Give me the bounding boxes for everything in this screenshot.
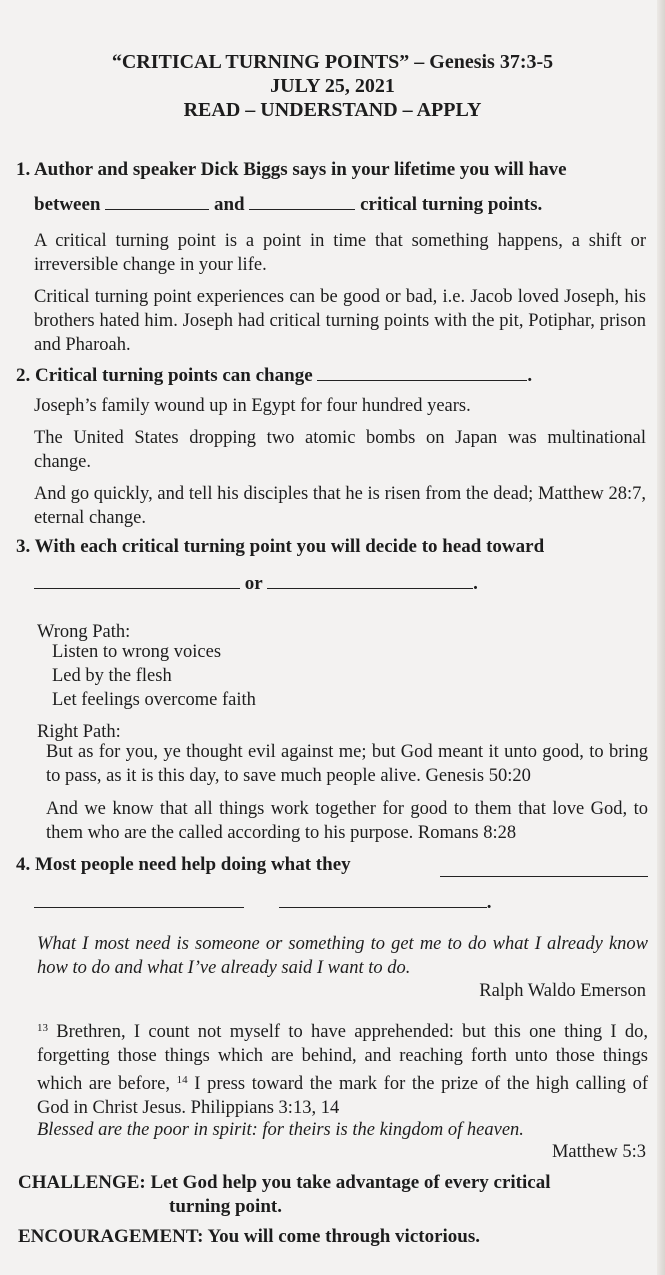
point2-heading-line [16,364,532,388]
point1-heading: 1. Author and speaker Dick Biggs says in your lifetime you will have [16,159,567,180]
wrong-path-label: Wrong Path: [37,622,131,642]
point4-heading: 4. Most people need help doing what they [16,854,351,875]
point1-and: and [213,194,245,215]
point2-para1: Joseph’s family wound up in Egypt for four hundred years. [34,396,471,416]
point3-heading: 3. With each critical turning point you will decide to head toward [16,536,545,557]
challenge-text-cont: turning point. [169,1196,282,1217]
challenge-label: CHALLENGE: [18,1172,146,1193]
philippians-verse: $^{13}$ Brethren, I count not myself to have apprehended: but this one thing I do, forgetting those things which are behind, and reaching forth unto those things which are before, $^{14}$ I press toward the mark for the prize of the high calling of God in Christ Jesus. Philippians 3:13, 14 [37,1022,648,1118]
point3-fill-line [34,572,478,596]
challenge-line [18,1171,551,1195]
sermon-date: JULY 25, 2021 [270,75,395,97]
point1-tail: critical turning points. [360,194,543,215]
point4-fill-line [34,891,492,915]
point4-blank-1[interactable] [440,876,648,877]
encouragement-label: ENCOURAGEMENT: [18,1226,204,1247]
wrong-path-item: Listen to wrong voices [52,642,222,662]
point3-period: . [473,573,478,594]
beatitude-reference: Matthew 5:3 [551,1142,646,1162]
emerson-quote: What I most need is someone or something to get me to do what I already know how to do and what I’ve already said I want to do. [37,934,648,978]
point1-between: between [34,194,101,215]
verse-number: 14 [176,1074,188,1086]
sermon-title: “CRITICAL TURNING POINTS” – Genesis 37:3-5 [111,51,554,73]
point4-blank-3[interactable] [279,891,487,908]
point2-para2: The United States dropping two atomic bombs on Japan was multinational change. [34,428,646,472]
point2-para3: And go quickly, and tell his disciples that he is risen from the dead; Matthew 28:7, eternal change. [34,484,646,528]
point3-blank-2[interactable] [267,572,473,589]
right-path-label: Right Path: [37,722,121,742]
encouragement-text: You will come through victorious. [207,1226,480,1247]
point3-blank-1[interactable] [34,572,240,589]
point1-blank-1[interactable] [105,193,209,210]
point1-fill-line [34,193,542,217]
point1-blank-2[interactable] [249,193,355,210]
point1-para2: Critical turning point experiences can be good or bad, i.e. Jacob loved Joseph, his brothers hated him. Joseph had critical turning points with the pit, Potiphar, prison and Pharoah. [34,287,646,355]
verse-number: 13 [37,1022,48,1034]
wrong-path-item: Led by the flesh [52,666,172,686]
point3-or: or [244,573,263,594]
point2-blank[interactable] [317,364,527,381]
sermon-subtitle: READ – UNDERSTAND – APPLY [183,99,482,121]
quote-author: Ralph Waldo Emerson [479,981,646,1001]
point4-blank-2[interactable] [34,891,244,908]
point4-period: . [486,892,492,913]
point2-period: . [527,365,533,386]
page-edge [657,0,665,1275]
point1-para1: A critical turning point is a point in time that something happens, a shift or irreversible change in your life. [34,231,646,275]
challenge-text: Let God help you take advantage of every critical [150,1172,551,1193]
point2-heading: 2. Critical turning points can change [16,365,313,386]
wrong-path-item: Let feelings overcome faith [52,690,256,710]
encouragement-line [18,1225,480,1249]
beatitude-verse: Blessed are the poor in spirit: for theirs is the kingdom of heaven. [37,1120,524,1140]
right-path-verse-1: But as for you, ye thought evil against me; but God meant it unto good, to bring to pass, as it is this day, to save much people alive. Genesis 50:20 [46,742,648,786]
right-path-verse-2: And we know that all things work together for good to them that love God, to them who are the called according to his purpose. Romans 8:28 [46,799,648,843]
